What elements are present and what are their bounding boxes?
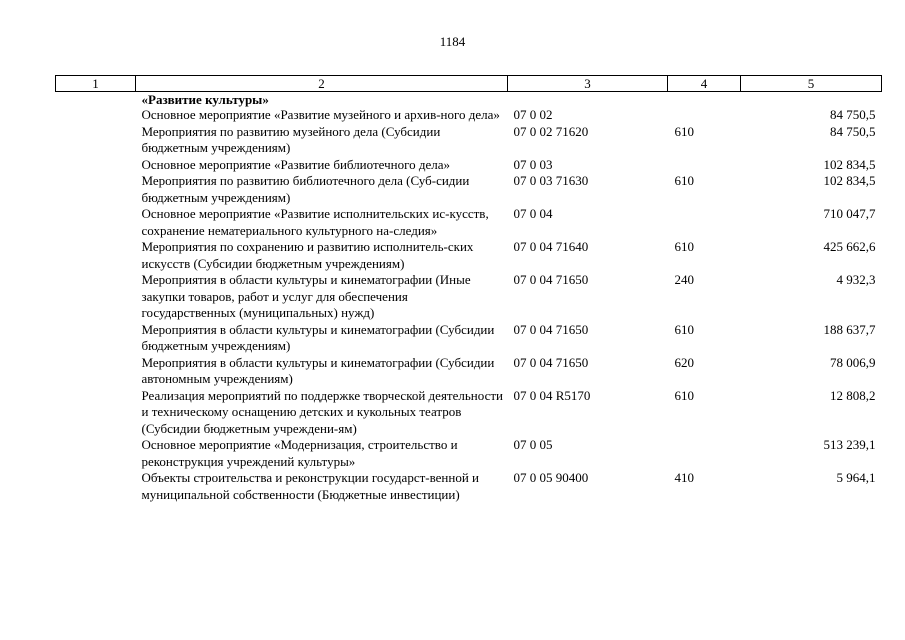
row-blank-cell — [56, 470, 136, 503]
row-blank-cell — [56, 322, 136, 355]
table-row — [56, 322, 882, 355]
row-name: Мероприятия в области культуры и кинематографии (Субсидии бюджетным учреждениям) — [141, 321, 495, 353]
section-title: «Развитие культуры» — [141, 92, 269, 107]
row-vr: 610 — [674, 387, 694, 403]
row-vr — [668, 437, 741, 470]
row-amount: 710 047,7 — [823, 206, 876, 221]
row-blank-cell — [56, 239, 136, 272]
row-code: 07 0 03 71630 — [513, 173, 589, 188]
table-body — [56, 92, 882, 504]
row-code: 07 0 04 71650 — [513, 321, 589, 337]
table-row — [56, 272, 882, 322]
row-name: Основное мероприятие «Развитие библиотечного дела» — [141, 156, 450, 172]
table-row — [56, 470, 882, 503]
table-header — [56, 76, 882, 92]
row-vr: 610 — [674, 321, 694, 337]
row-blank-cell — [56, 157, 136, 174]
row-vr: 240 — [674, 272, 694, 287]
column-header: 1 — [56, 76, 136, 92]
column-header: 4 — [668, 76, 741, 92]
row-amount: 84 750,5 — [830, 107, 876, 122]
row-amount: 188 637,7 — [823, 321, 876, 337]
row-blank-cell — [56, 124, 136, 157]
row-code: 07 0 03 — [513, 156, 553, 172]
row-vr: 410 — [674, 470, 694, 485]
table-row — [56, 206, 882, 239]
row-name: Мероприятия по развитию библиотечного дела (Суб-сидии бюджетным учреждениям) — [141, 173, 470, 205]
row-name: Объекты строительства и реконструкции государст-венной и муниципальной собственности (Бюджетные инвестиции) — [141, 470, 480, 502]
row-amount: 102 834,5 — [823, 173, 876, 188]
row-amount: 4 932,3 — [836, 272, 876, 287]
row-amount: 5 964,1 — [836, 470, 876, 485]
table-row — [56, 157, 882, 174]
column-header: 2 — [136, 76, 508, 92]
row-vr — [668, 107, 741, 124]
table-row — [56, 239, 882, 272]
row-code: 07 0 02 — [513, 107, 553, 122]
row-blank-cell — [56, 107, 136, 124]
row-code: 07 0 04 — [513, 206, 553, 221]
row-vr — [668, 157, 741, 174]
row-vr: 610 — [674, 123, 694, 139]
row-name: Мероприятия в области культуры и кинематографии (Субсидии автономным учреждениям) — [141, 354, 495, 386]
row-code: 07 0 04 71650 — [513, 272, 589, 287]
table-row — [56, 355, 882, 388]
table-row — [56, 173, 882, 206]
row-code: 07 0 04 71650 — [513, 354, 589, 370]
section-row — [56, 92, 882, 108]
column-header: 5 — [741, 76, 882, 92]
row-code: 07 0 05 — [513, 437, 553, 452]
row-amount: 513 239,1 — [823, 437, 876, 452]
row-name: Реализация мероприятий по поддержке творческой деятельности и техническому оснащению детских и кукольных театров (Субсидии бюджетным учреждени-ям) — [141, 387, 503, 436]
row-name: Основное мероприятие «Развитие музейного и архив-ного дела» — [141, 107, 500, 122]
row-amount: 102 834,5 — [823, 156, 876, 172]
row-code: 07 0 05 90400 — [513, 470, 589, 485]
row-blank-cell — [56, 272, 136, 322]
row-blank-cell — [56, 388, 136, 438]
header-row — [56, 76, 882, 92]
row-blank-cell — [56, 437, 136, 470]
table-row — [56, 437, 882, 470]
row-code: 07 0 04 R5170 — [513, 387, 591, 403]
row-amount: 84 750,5 — [830, 123, 876, 139]
row-amount: 425 662,6 — [823, 239, 876, 254]
row-name: Мероприятия в области культуры и кинематографии (Иные закупки товаров, работ и услуг для обеспечения государственных (муниципальных) нужд) — [141, 272, 471, 320]
column-header: 3 — [508, 76, 668, 92]
row-blank-cell — [56, 206, 136, 239]
row-vr: 610 — [674, 239, 694, 254]
row-vr — [668, 206, 741, 239]
row-amount: 12 808,2 — [830, 387, 876, 403]
table-row — [56, 124, 882, 157]
table-row — [56, 388, 882, 438]
budget-table — [55, 75, 882, 503]
row-name: Мероприятия по развитию музейного дела (Субсидии бюджетным учреждениям) — [141, 123, 441, 155]
row-name: Мероприятия по сохранению и развитию исполнитель-ских искусств (Субсидии бюджетным учреждениям) — [141, 239, 474, 271]
row-name: Основное мероприятие «Развитие исполнительских ис-кусств, сохранение нематериального культурного на-следия» — [141, 206, 489, 238]
row-blank-cell — [56, 173, 136, 206]
row-vr: 620 — [674, 354, 694, 370]
row-blank-cell — [56, 355, 136, 388]
row-name: Основное мероприятие «Модернизация, строительство и реконструкция учреждений культуры» — [141, 437, 458, 469]
row-vr: 610 — [674, 173, 694, 188]
page-number: 1184 — [439, 34, 466, 49]
table-row — [56, 107, 882, 124]
row-code: 07 0 02 71620 — [513, 123, 589, 139]
row-amount: 78 006,9 — [830, 354, 876, 370]
row-code: 07 0 04 71640 — [513, 239, 589, 254]
